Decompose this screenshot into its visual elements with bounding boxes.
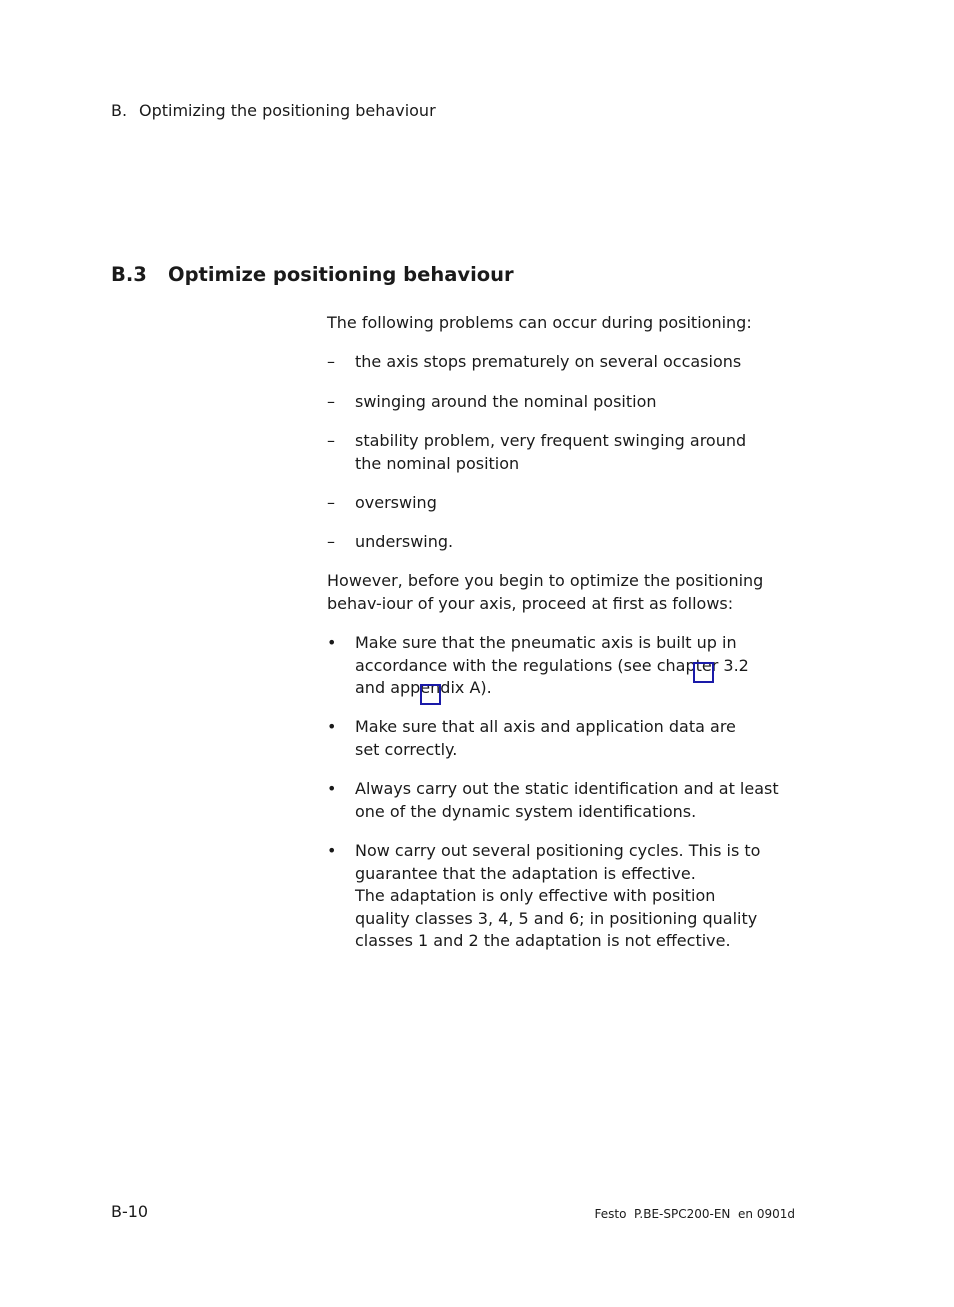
step-text-part: Make sure that the pneumatic axis is built up in accordance with the regulations (see chapter xyxy=(355,633,737,675)
section-title: Optimize positioning behaviour xyxy=(168,263,514,286)
bullet-marker: • xyxy=(327,841,337,860)
step-text: The adaptation is only effective with position quality classes 3, 4, 5 and 6; in positioning quality classes 1 and 2 the adaptation is not effective. xyxy=(355,886,758,950)
problem-text: stability problem, very frequent swinging around the nominal position xyxy=(355,431,747,473)
header-number: B. xyxy=(111,101,128,120)
problem-text: overswing xyxy=(355,493,437,512)
paragraph-text: However, before you begin to optimize the positioning behav-iour of your axis, proceed at first as follows: xyxy=(327,571,764,613)
appendix-link[interactable]: A xyxy=(469,678,481,697)
appendix-link-box[interactable] xyxy=(420,684,441,705)
intro-text: The following problems can occur during positioning: xyxy=(327,313,752,332)
section-number: B.3 xyxy=(111,263,147,286)
problem-text: the axis stops prematurely on several occasions xyxy=(355,352,742,371)
dash-marker: – xyxy=(327,532,335,551)
step-text: Now carry out several positioning cycles. This is to guarantee that the adaptation is effective. xyxy=(355,841,761,883)
step-text-group xyxy=(355,840,775,953)
section-heading xyxy=(111,263,514,286)
dash-marker: – xyxy=(327,431,335,450)
bullet-marker: • xyxy=(327,633,337,652)
bullet-marker: • xyxy=(327,717,337,736)
problem-text: swinging around the nominal position xyxy=(355,392,657,411)
dash-marker: – xyxy=(327,493,335,512)
page-number: B-10 xyxy=(111,1202,149,1221)
dash-marker: – xyxy=(327,352,335,371)
chapter-link-box[interactable] xyxy=(693,662,714,683)
step-text: Make sure that all axis and application data are set correctly. xyxy=(355,717,736,759)
problem-text: underswing. xyxy=(355,532,454,551)
document-reference: Festo P.BE-SPC200-EN en 0901d xyxy=(594,1207,795,1221)
header-title: Optimizing the positioning behaviour xyxy=(139,101,436,120)
step-text: Always carry out the static identification and at least one of the dynamic system identifications. xyxy=(355,779,779,821)
dash-marker: – xyxy=(327,392,335,411)
step-text-part: and appendix xyxy=(355,678,470,697)
bullet-marker: • xyxy=(327,779,337,798)
chapter-link[interactable]: 3.2 xyxy=(723,655,749,675)
running-header xyxy=(111,101,436,120)
step-text-part: ). xyxy=(480,678,492,697)
